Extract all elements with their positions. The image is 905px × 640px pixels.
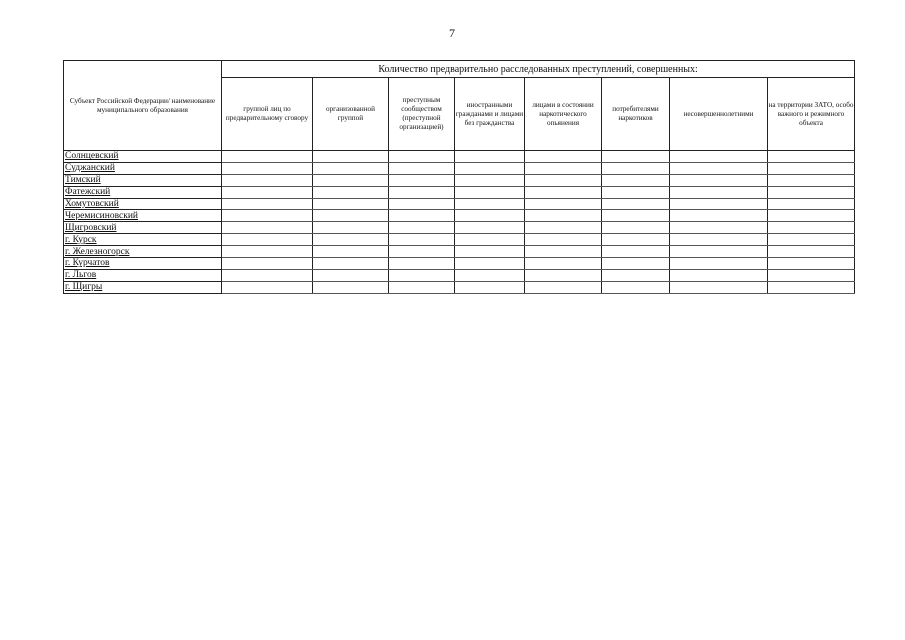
subject-column-header: Субъект Российской Федерации/ наименование муниципального образования xyxy=(64,61,222,151)
table-row xyxy=(64,151,855,163)
table-cell-empty xyxy=(768,151,855,163)
table-cell-empty xyxy=(670,210,768,222)
table-cell-empty xyxy=(768,234,855,246)
table-cell-empty xyxy=(455,151,525,163)
table-row xyxy=(64,281,855,293)
municipality-name: Щигровский xyxy=(64,222,222,234)
table-cell-empty xyxy=(768,281,855,293)
column-header-minors: несовершеннолетними xyxy=(670,78,768,151)
table-cell-empty xyxy=(602,186,670,198)
table-cell-empty xyxy=(389,198,455,210)
table-cell-empty xyxy=(222,174,313,186)
table-cell-empty xyxy=(313,210,389,222)
table-row xyxy=(64,246,855,258)
table-cell-empty xyxy=(670,162,768,174)
column-header-drug-intoxication: лицами в состоянии наркотического опьянения xyxy=(525,78,602,151)
table-cell-empty xyxy=(768,174,855,186)
municipality-name: г. Железногорск xyxy=(64,246,222,258)
table-cell-empty xyxy=(602,174,670,186)
table-body xyxy=(64,151,855,294)
table-cell-empty xyxy=(222,198,313,210)
table-cell-empty xyxy=(389,222,455,234)
municipality-name: г. Курск xyxy=(64,234,222,246)
page-number: 7 xyxy=(449,26,455,40)
table-cell-empty xyxy=(670,198,768,210)
table-cell-empty xyxy=(222,186,313,198)
table-cell-empty xyxy=(670,186,768,198)
table-row xyxy=(64,258,855,270)
table-cell-empty xyxy=(768,186,855,198)
table-cell-empty xyxy=(768,269,855,281)
table-cell-empty xyxy=(768,258,855,270)
municipality-name: Черемисиновский xyxy=(64,210,222,222)
column-header-group-conspiracy: группой лиц по предварительному сговору xyxy=(222,78,313,151)
table-cell-empty xyxy=(313,174,389,186)
table-cell-empty xyxy=(602,258,670,270)
table-cell-empty xyxy=(525,281,602,293)
table-cell-empty xyxy=(525,258,602,270)
table-cell-empty xyxy=(313,269,389,281)
table-cell-empty xyxy=(525,186,602,198)
table-cell-empty xyxy=(455,210,525,222)
table-cell-empty xyxy=(768,222,855,234)
table-cell-empty xyxy=(670,174,768,186)
table-cell-empty xyxy=(389,269,455,281)
table-cell-empty xyxy=(670,234,768,246)
table-row xyxy=(64,222,855,234)
table-cell-empty xyxy=(313,281,389,293)
table-cell-empty xyxy=(313,258,389,270)
table-cell-empty xyxy=(313,198,389,210)
table-cell-empty xyxy=(389,246,455,258)
table-cell-empty xyxy=(525,151,602,163)
table-cell-empty xyxy=(525,174,602,186)
table-cell-empty xyxy=(602,162,670,174)
table-cell-empty xyxy=(222,162,313,174)
table-cell-empty xyxy=(222,151,313,163)
municipality-name: Солнцевский xyxy=(64,151,222,163)
table-cell-empty xyxy=(602,234,670,246)
table-cell-empty xyxy=(525,269,602,281)
table-cell-empty xyxy=(602,210,670,222)
table-cell-empty xyxy=(313,234,389,246)
table-cell-empty xyxy=(670,246,768,258)
table-cell-empty xyxy=(602,246,670,258)
table-cell-empty xyxy=(455,198,525,210)
table-cell-empty xyxy=(389,174,455,186)
table-cell-empty xyxy=(222,269,313,281)
table-cell-empty xyxy=(525,222,602,234)
table-cell-empty xyxy=(670,269,768,281)
table-cell-empty xyxy=(455,281,525,293)
table-row xyxy=(64,186,855,198)
table-row xyxy=(64,210,855,222)
table-cell-empty xyxy=(455,246,525,258)
table-cell-empty xyxy=(525,246,602,258)
municipality-name: г. Льгов xyxy=(64,269,222,281)
column-header-organized-group: организованной группой xyxy=(313,78,389,151)
table-cell-empty xyxy=(389,281,455,293)
table-cell-empty xyxy=(455,269,525,281)
table-cell-empty xyxy=(768,198,855,210)
table-cell-empty xyxy=(602,281,670,293)
table-cell-empty xyxy=(313,162,389,174)
table-cell-empty xyxy=(455,222,525,234)
table-cell-empty xyxy=(455,162,525,174)
table-cell-empty xyxy=(389,234,455,246)
table-cell-empty xyxy=(670,281,768,293)
table-cell-empty xyxy=(455,186,525,198)
group-header: Количество предварительно расследованных преступлений, совершенных: xyxy=(222,61,855,78)
table-cell-empty xyxy=(602,269,670,281)
table-cell-empty xyxy=(602,198,670,210)
table-row xyxy=(64,198,855,210)
table-cell-empty xyxy=(313,246,389,258)
municipality-name: Суджанский xyxy=(64,162,222,174)
table-cell-empty xyxy=(389,210,455,222)
table-row xyxy=(64,174,855,186)
table-cell-empty xyxy=(389,151,455,163)
municipality-name: Тимский xyxy=(64,174,222,186)
table-row xyxy=(64,162,855,174)
municipality-name: г. Щигры xyxy=(64,281,222,293)
column-header-drug-users: потребителями наркотиков xyxy=(602,78,670,151)
table-cell-empty xyxy=(222,210,313,222)
table-cell-empty xyxy=(222,258,313,270)
table-cell-empty xyxy=(222,246,313,258)
column-header-foreign-citizens: иностранными гражданами и лицами без гражданства xyxy=(455,78,525,151)
municipality-name: Фатежский xyxy=(64,186,222,198)
table-cell-empty xyxy=(313,151,389,163)
table-cell-empty xyxy=(313,186,389,198)
table-cell-empty xyxy=(389,186,455,198)
table-cell-empty xyxy=(455,174,525,186)
table-row xyxy=(64,269,855,281)
table-cell-empty xyxy=(768,162,855,174)
table-cell-empty xyxy=(455,234,525,246)
municipality-name: Хомутовский xyxy=(64,198,222,210)
table-row xyxy=(64,234,855,246)
table-cell-empty xyxy=(525,162,602,174)
table-cell-empty xyxy=(389,258,455,270)
table-cell-empty xyxy=(602,222,670,234)
table-cell-empty xyxy=(525,234,602,246)
table-cell-empty xyxy=(455,258,525,270)
table-cell-empty xyxy=(389,162,455,174)
table-cell-empty xyxy=(525,210,602,222)
table-cell-empty xyxy=(768,210,855,222)
table-cell-empty xyxy=(313,222,389,234)
column-header-criminal-community: преступным сообществом (преступной организацией) xyxy=(389,78,455,151)
table-cell-empty xyxy=(670,258,768,270)
table-cell-empty xyxy=(222,222,313,234)
municipality-name: г. Курчатов xyxy=(64,258,222,270)
crime-statistics-table xyxy=(63,60,855,294)
column-header-zato-territory: на территории ЗАТО, особо важного и режимного объекта xyxy=(768,78,855,151)
table-cell-empty xyxy=(525,198,602,210)
table-cell-empty xyxy=(222,234,313,246)
table-cell-empty xyxy=(670,151,768,163)
table-cell-empty xyxy=(602,151,670,163)
table-cell-empty xyxy=(670,222,768,234)
table-cell-empty xyxy=(222,281,313,293)
table-cell-empty xyxy=(768,246,855,258)
